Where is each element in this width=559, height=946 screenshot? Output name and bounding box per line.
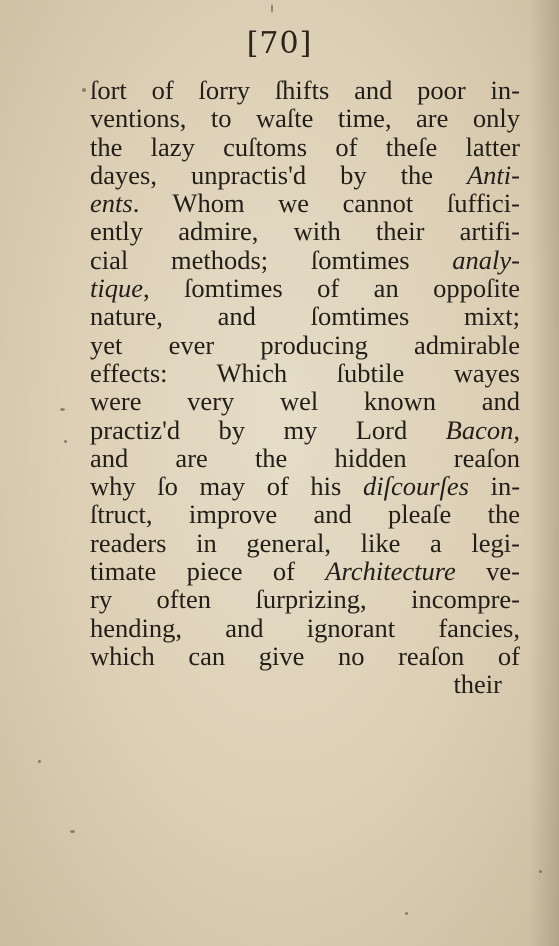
italic-word: Anti- bbox=[467, 159, 520, 190]
page-number: [70] bbox=[246, 26, 313, 61]
text-line bbox=[90, 189, 520, 217]
text-segment: . Whom we cannot ſuffici- bbox=[132, 188, 520, 219]
text-line: yet ever producing admirable bbox=[90, 329, 520, 360]
text-line bbox=[90, 557, 520, 585]
text-segment: cial methods; ſomtimes bbox=[90, 244, 410, 275]
text-line bbox=[90, 246, 520, 274]
page-gutter-shadow bbox=[529, 0, 559, 946]
speck bbox=[38, 760, 41, 763]
text-line: and are the hidden reaſon bbox=[90, 442, 520, 473]
text-segment: , ſomtimes of an oppoſite bbox=[143, 273, 520, 304]
italic-word: Architecture bbox=[325, 556, 456, 587]
text-line: were very wel known and bbox=[90, 386, 520, 417]
text-segment: timate piece of bbox=[90, 556, 295, 587]
text-line: ry often ſurprizing, incompre- bbox=[90, 584, 520, 615]
speck bbox=[405, 912, 408, 915]
italic-word: diſcourſes bbox=[362, 471, 469, 502]
text-line: the lazy cuſtoms of theſe latter bbox=[90, 131, 520, 162]
text-segment: in- bbox=[468, 471, 521, 502]
text-line bbox=[90, 472, 520, 500]
text-line: readers in general, like a legi- bbox=[90, 527, 520, 558]
speck bbox=[539, 870, 542, 873]
text-line: ently admire, with their artifi- bbox=[90, 216, 520, 247]
text-line: hending, and ignorant fancies, bbox=[90, 612, 520, 643]
text-line bbox=[90, 416, 520, 444]
text-line: ventions, to waſte time, are only bbox=[90, 103, 520, 134]
text-line bbox=[90, 161, 520, 189]
speck bbox=[271, 4, 273, 13]
speck bbox=[70, 830, 75, 833]
catchword: their bbox=[453, 669, 502, 700]
text-line: ſtruct, improve and pleaſe the bbox=[90, 499, 520, 530]
italic-word: ents bbox=[90, 188, 133, 219]
text-line: nature, and ſomtimes mixt; bbox=[90, 301, 520, 332]
body-text bbox=[90, 76, 520, 699]
italic-word: analy- bbox=[452, 244, 520, 275]
text-segment: dayes, unpractis'd by the bbox=[90, 159, 433, 190]
text-segment: practiz'd by my Lord bbox=[90, 414, 408, 445]
text-segment: why ſo may of his bbox=[90, 471, 342, 502]
text-line bbox=[90, 274, 520, 302]
text-line: ſort of ſorry ſhifts and poor in- bbox=[90, 75, 520, 105]
speck bbox=[82, 88, 86, 92]
text-line: which can give no reaſon of bbox=[90, 640, 520, 671]
speck bbox=[60, 408, 65, 411]
text-segment: ve- bbox=[455, 556, 521, 587]
text-line: effects: Which ſubtile wayes bbox=[90, 357, 520, 388]
speck bbox=[64, 440, 67, 443]
italic-word: tique bbox=[90, 273, 143, 304]
italic-word: Bacon, bbox=[445, 414, 520, 445]
